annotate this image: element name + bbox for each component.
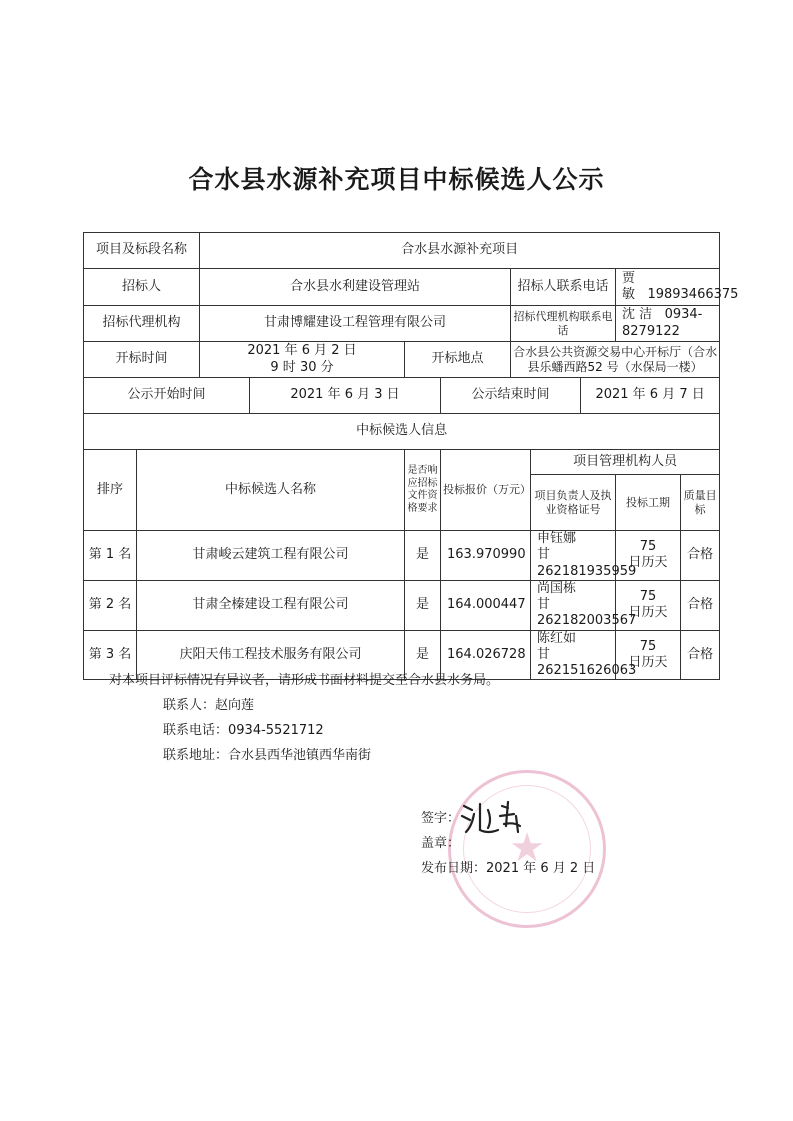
agency-phone: 0934-8279122 [622,307,703,339]
notes-contact: 联系人：赵向莲 [163,698,255,713]
manager-cert: 甘 262182003567 [537,597,637,629]
period-unit: 日历天 [628,654,668,670]
candidate-price: 164.000447 [441,580,531,630]
candidate-rank: 第 1 名 [84,531,137,581]
notes-phone: 联系电话：0934-5521712 [163,723,324,738]
seal-star-icon: ★ [509,825,545,871]
header-price: 投标报价（万元） [441,450,531,531]
objection-instruction: 对本项目评标情况有异议者，请形成书面材料提交至合水县水务局。 [109,673,500,688]
candidate-name: 甘肃峻云建筑工程有限公司 [137,531,405,581]
header-meets: 是否响应招标文件资格要求 [405,450,441,531]
manager-cert: 甘 262181935959 [537,547,637,579]
header-rank: 排序 [84,450,137,531]
handwritten-signature [458,796,538,836]
agency-phone-label: 招标代理机构联系电话 [511,306,616,342]
agency-value: 甘肃博耀建设工程管理有限公司 [200,306,511,342]
period-unit: 日历天 [628,555,668,571]
notes-address: 联系地址：合水县西华池镇西华南街 [163,748,372,763]
manager-name: 申钰娜 [537,531,577,546]
opening-hour: 9 时 30 分 [270,359,334,375]
opening-date: 2021 年 6 月 2 日 [247,343,357,359]
signature-label: 签字： [421,811,461,826]
table-row [84,580,720,630]
candidate-name: 甘肃全榛建设工程有限公司 [137,580,405,630]
tenderer-phone-label: 招标人联系电话 [511,269,616,306]
candidate-table [83,232,739,680]
candidate-price: 164.026728 [441,630,531,680]
tenderer-contact [616,269,739,306]
tenderer-contact-name: 贾敏 [622,270,636,302]
period-days: 75 [639,539,657,555]
table-row [84,531,720,581]
publicity-start-label: 公示开始时间 [84,378,250,414]
project-label: 项目及标段名称 [84,233,200,269]
manager-name: 陈红如 [537,630,577,646]
manager-name: 尚国栋 [537,580,577,596]
publicity-end: 2021 年 6 月 7 日 [581,378,720,414]
publicity-end-label: 公示结束时间 [441,378,581,414]
candidate-meets: 是 [405,580,441,630]
agency-contact-name: 沈 洁 [622,307,653,323]
candidate-price: 163.970990 [441,531,531,581]
header-name: 中标候选人名称 [137,450,405,531]
header-manager: 项目负责人及执业资格证号 [531,475,616,531]
header-mgmt: 项目管理机构人员 [531,450,720,475]
candidate-quality: 合格 [681,531,720,581]
candidate-meets: 是 [405,531,441,581]
tenderer-value: 合水县水利建设管理站 [200,269,511,306]
opening-place-label: 开标地点 [405,342,511,378]
opening-time-label: 开标时间 [84,342,200,378]
project-value: 合水县水源补充项目 [200,233,720,269]
period-days: 75 [639,588,657,604]
candidate-manager [531,580,637,630]
tenderer-phone: 19893466375 [647,287,739,302]
objection-notes [109,668,499,768]
publicity-start: 2021 年 6 月 3 日 [250,378,441,414]
agency-contact [616,306,720,342]
candidate-manager [531,630,637,680]
section-title: 中标候选人信息 [84,414,720,450]
period-unit: 日历天 [628,605,668,621]
candidate-rank: 第 3 名 [84,630,137,680]
candidate-name: 庆阳天伟工程技术服务有限公司 [137,630,405,680]
manager-cert: 甘 262151626063 [537,646,637,678]
publish-date: 发布日期：2021 年 6 月 2 日 [421,861,596,876]
header-period: 投标工期 [616,475,681,531]
opening-place: 合水县公共资源交易中心开标厅（合水县乐蟠西路52 号（水保局一楼） [511,342,720,378]
page-title: 合水县水源补充项目中标候选人公示 [188,165,605,194]
candidate-meets: 是 [405,630,441,680]
seal-label: 盖章： [421,836,461,851]
agency-label: 招标代理机构 [84,306,200,342]
candidate-quality: 合格 [681,630,720,680]
header-quality: 质量目标 [681,475,720,531]
opening-time [200,342,405,378]
candidate-quality: 合格 [681,580,720,630]
tenderer-label: 招标人 [84,269,200,306]
period-days: 75 [639,638,657,654]
candidate-rank: 第 2 名 [84,580,137,630]
candidate-manager [531,531,637,581]
